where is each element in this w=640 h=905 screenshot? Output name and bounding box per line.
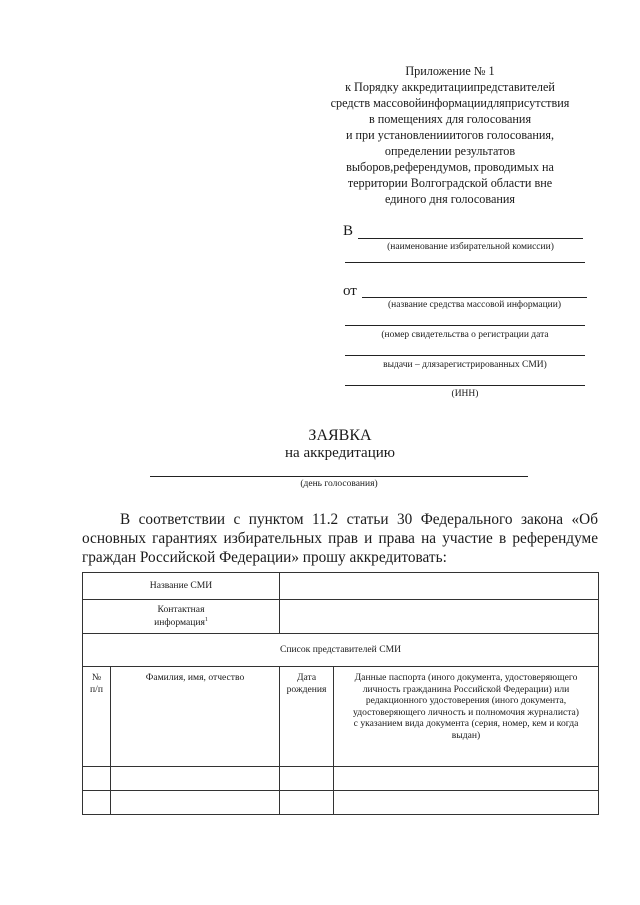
appendix-line: Приложение № 1: [405, 64, 495, 78]
appendix-header: [300, 63, 600, 207]
registration-date-field[interactable]: [345, 355, 585, 356]
table-cell[interactable]: [280, 791, 334, 815]
media-name-row: [83, 573, 599, 600]
voting-day-field[interactable]: [150, 476, 528, 477]
media-name-label: Название СМИ: [83, 573, 280, 600]
col-birth-header: [280, 667, 334, 767]
reps-header: Список представителей СМИ: [83, 634, 599, 667]
inn-caption: (ИНН): [451, 389, 479, 399]
contact-label-text: информация: [154, 617, 205, 629]
col-number-line: п/п: [90, 683, 103, 695]
request-paragraph: [82, 510, 598, 567]
contact-label-line: Контактная: [157, 603, 205, 615]
document-subtitle: на аккредитацию: [285, 445, 395, 461]
col-number-line: №: [91, 672, 102, 683]
registration-caption-2: выдачи – длязарегистрированных СМИ): [383, 360, 547, 370]
paragraph-line: В соответствии с пунктом 11.2 статьи 30 Федерального закона «Об: [120, 511, 598, 528]
col-name-header: Фамилия, имя, отчество: [111, 667, 280, 767]
appendix-line: и при установленииитогов голосования,: [345, 128, 555, 142]
contact-label: [83, 600, 280, 634]
table-row: [83, 767, 599, 791]
contact-label-line: [85, 615, 277, 629]
appendix-line: территории Волгоградской области вне: [347, 176, 553, 190]
commission-name-field[interactable]: [358, 238, 583, 239]
footnote-marker: 1: [204, 617, 208, 624]
document-title: ЗАЯВКА: [308, 427, 372, 444]
col-passport-line: с указанием вида документа (серия, номер, кем и когда: [353, 718, 579, 730]
media-name-field[interactable]: [362, 297, 587, 298]
paragraph-line: основных гарантиях избирательных прав и права на участие в референдуме: [82, 530, 598, 547]
voting-day-caption: (день голосования): [300, 479, 378, 489]
col-passport-line: удостоверяющего личность и полномочия журналиста): [353, 706, 579, 718]
to-prefix: В: [343, 223, 354, 239]
appendix-line: определении результатов: [384, 144, 516, 158]
col-passport-line: личность гражданина Российской Федерации) или: [362, 683, 570, 695]
contact-row: [83, 600, 599, 634]
appendix-line: в помещениях для голосования: [368, 112, 532, 126]
commission-name-field-2[interactable]: [345, 262, 585, 263]
column-header-row: [83, 667, 599, 767]
table-cell[interactable]: [334, 767, 599, 791]
table-cell[interactable]: [280, 767, 334, 791]
table-cell[interactable]: [83, 767, 111, 791]
table-cell[interactable]: [111, 791, 280, 815]
commission-caption: (наименование избирательной комиссии): [387, 242, 554, 252]
inn-field[interactable]: [345, 385, 585, 386]
col-passport-line: редакционного удостоверения (иного документа,: [365, 695, 567, 707]
appendix-line: единого дня голосования: [384, 192, 516, 206]
from-prefix: от: [343, 283, 357, 299]
registration-caption: (номер свидетельства о регистрации дата: [381, 330, 549, 340]
col-passport-header: [334, 667, 599, 767]
appendix-line: средств массовойинформациидляприсутствия: [330, 96, 570, 110]
registration-number-field[interactable]: [345, 325, 585, 326]
appendix-line: выборов,референдумов, проводимых на: [346, 160, 554, 174]
col-number-header: [83, 667, 111, 767]
table-cell[interactable]: [111, 767, 280, 791]
col-passport-line: выдан): [451, 729, 481, 741]
paragraph-line: граждан Российской Федерации» прошу аккредитовать:: [82, 549, 447, 566]
table-cell[interactable]: [334, 791, 599, 815]
table-row: [83, 791, 599, 815]
col-passport-line: Данные паспорта (иного документа, удостоверяющего: [354, 672, 578, 683]
accreditation-table: [82, 572, 599, 815]
col-birth-line: Дата: [296, 672, 317, 683]
reps-header-row: [83, 634, 599, 667]
table-cell[interactable]: [83, 791, 111, 815]
col-birth-line: рождения: [286, 683, 327, 695]
media-caption: (название средства массовой информации): [388, 300, 561, 310]
appendix-line: к Порядку аккредитациипредставителей: [345, 80, 555, 94]
media-name-cell[interactable]: [280, 573, 599, 600]
contact-cell[interactable]: [280, 600, 599, 634]
